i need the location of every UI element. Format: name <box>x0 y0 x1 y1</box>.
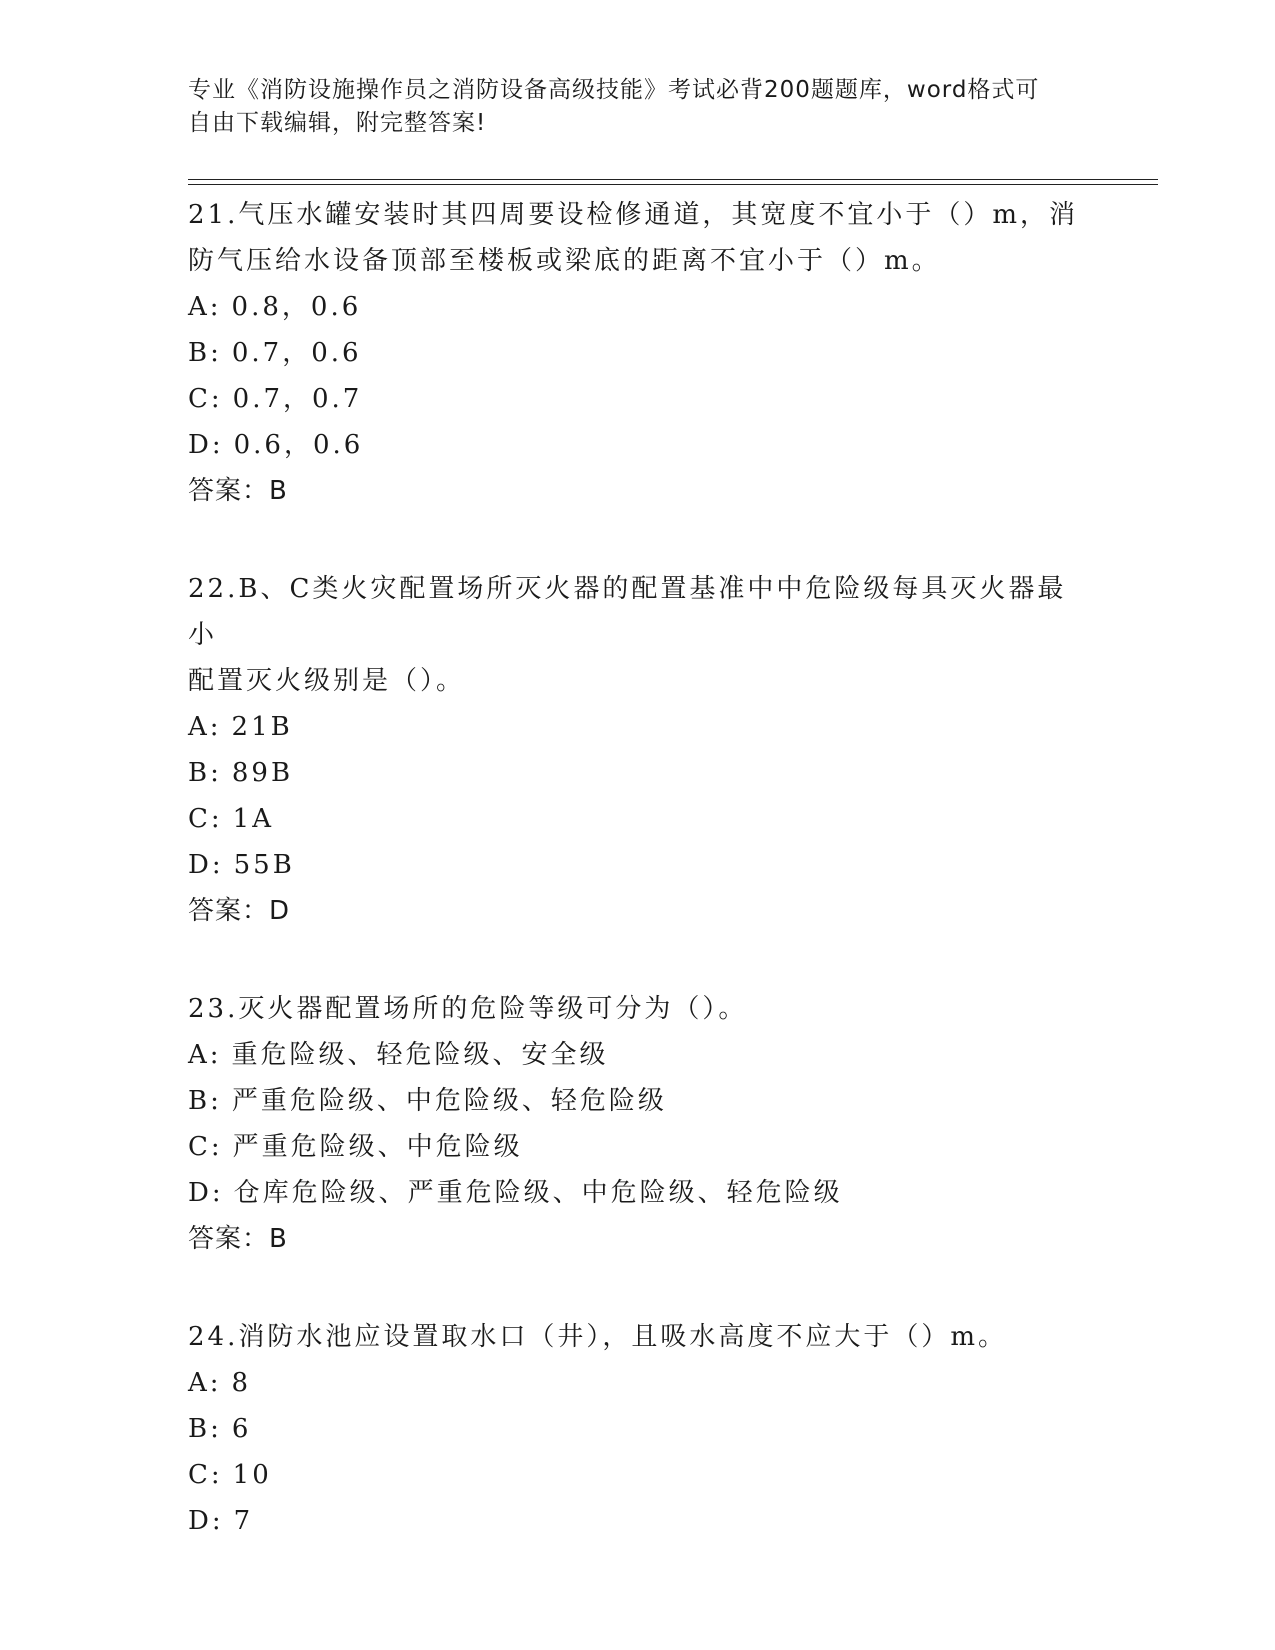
answer: 答案：D <box>188 896 291 926</box>
option-key: D: <box>188 1178 224 1208</box>
option-key: B: <box>188 1414 222 1444</box>
option-text: 重危险级、轻危险级、安全级 <box>231 1040 609 1070</box>
option-b <box>188 1078 1088 1124</box>
option-b <box>188 330 1088 376</box>
document-header <box>188 74 1088 140</box>
question-stem <box>188 566 1088 704</box>
option-key: D: <box>188 850 224 880</box>
stem-line: 防气压给水设备顶部至楼板或梁底的距离不宜小于（）m。 <box>188 246 941 276</box>
option-text: 89B <box>231 758 294 788</box>
option-text: 仓库危险级、严重危险级、中危险级、轻危险级 <box>233 1178 843 1208</box>
stem-line: 23.灭火器配置场所的危险等级可分为（）。 <box>188 994 748 1024</box>
option-key: B: <box>188 1086 222 1116</box>
header-line-2: 自由下载编辑，附完整答案! <box>188 110 487 136</box>
answer: 答案：B <box>188 476 288 506</box>
option-d <box>188 1498 1088 1544</box>
stem-line: 21.气压水罐安装时其四周要设检修通道，其宽度不宜小于（）m，消 <box>188 200 1079 230</box>
option-text: 严重危险级、中危险级、轻危险级 <box>231 1086 667 1116</box>
stem-line: 24.消防水池应设置取水口（井），且吸水高度不应大于（）m。 <box>188 1322 1008 1352</box>
option-key: D: <box>188 430 224 460</box>
question-22 <box>188 566 1088 934</box>
option-text: 8 <box>231 1368 252 1398</box>
option-a <box>188 704 1088 750</box>
option-text: 6 <box>231 1414 252 1444</box>
option-text: 55B <box>233 850 295 880</box>
option-key: C: <box>188 1460 223 1490</box>
option-key: A: <box>188 712 222 742</box>
option-key: C: <box>188 1132 223 1162</box>
option-c <box>188 1124 1088 1170</box>
question-23 <box>188 986 1088 1262</box>
answer: 答案：B <box>188 1224 288 1254</box>
option-key: B: <box>188 338 222 368</box>
option-c <box>188 376 1088 422</box>
option-d <box>188 422 1088 468</box>
option-text: 严重危险级、中危险级 <box>232 1132 523 1162</box>
option-b <box>188 1406 1088 1452</box>
option-a <box>188 1032 1088 1078</box>
option-d <box>188 842 1088 888</box>
question-stem <box>188 192 1088 284</box>
option-d <box>188 1170 1088 1216</box>
header-line-1: 专业《消防设施操作员之消防设备高级技能》考试必背200题题库，word格式可 <box>188 77 1040 103</box>
option-key: C: <box>188 384 223 414</box>
option-a <box>188 284 1088 330</box>
option-c <box>188 1452 1088 1498</box>
option-key: D: <box>188 1506 224 1536</box>
question-stem <box>188 1314 1088 1360</box>
question-21 <box>188 192 1088 514</box>
option-text: 0.7，0.7 <box>232 384 363 414</box>
option-key: A: <box>188 1368 222 1398</box>
header-divider-top <box>188 179 1158 180</box>
stem-line: 22.B、C类火灾配置场所灭火器的配置基准中中危险级每具灭火器最小 <box>188 574 1067 650</box>
option-a <box>188 1360 1088 1406</box>
option-key: A: <box>188 1040 222 1070</box>
stem-line: 配置灭火级别是（）。 <box>188 666 466 696</box>
option-c <box>188 796 1088 842</box>
option-text: 21B <box>231 712 293 742</box>
option-key: A: <box>188 292 222 322</box>
option-key: B: <box>188 758 222 788</box>
option-key: C: <box>188 804 223 834</box>
option-text: 1A <box>232 804 274 834</box>
question-list <box>188 192 1088 1596</box>
option-text: 7 <box>233 1506 254 1536</box>
option-b <box>188 750 1088 796</box>
question-24 <box>188 1314 1088 1544</box>
option-text: 0.8，0.6 <box>231 292 362 322</box>
option-text: 10 <box>232 1460 272 1490</box>
header-divider-bottom <box>188 184 1158 185</box>
option-text: 0.7，0.6 <box>231 338 362 368</box>
question-stem <box>188 986 1088 1032</box>
option-text: 0.6，0.6 <box>233 430 364 460</box>
